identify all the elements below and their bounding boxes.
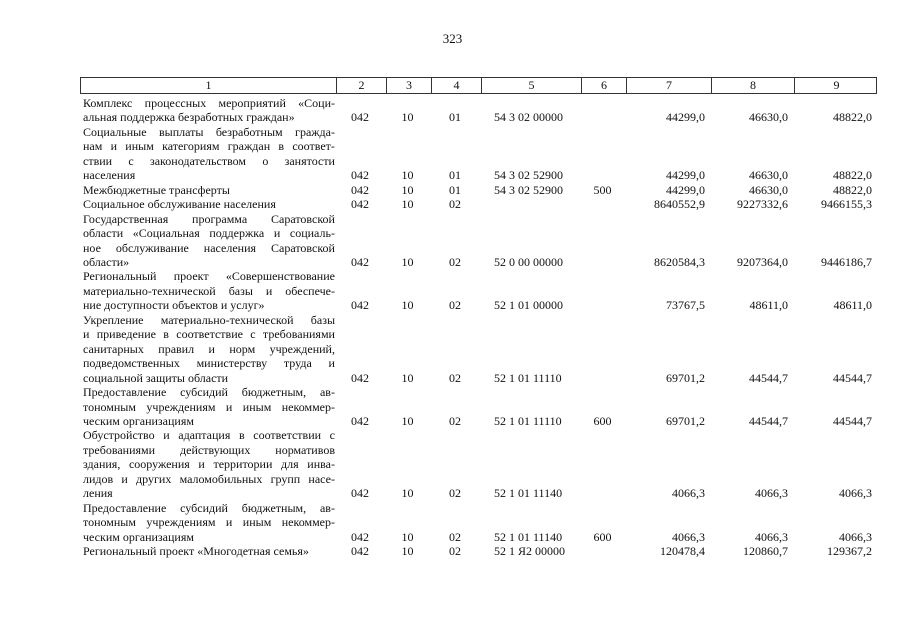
description-line: требованиями действующих нормативов [83, 442, 335, 457]
cell-c7: 44299,0 [666, 168, 705, 183]
table-row [80, 544, 877, 558]
cell-c9: 9446186,7 [821, 254, 872, 269]
description-line: здания, сооружения и территории для инва- [83, 457, 335, 472]
cell-c5: 52 1 01 00000 [494, 298, 563, 313]
row-description [80, 197, 335, 211]
column-header: 2 [336, 78, 386, 93]
description-line: альная поддержка безработных граждан» [83, 110, 295, 125]
table-body [80, 94, 877, 559]
cell-c2: 042 [351, 197, 369, 212]
row-description [80, 385, 335, 428]
cell-c8: 46630,0 [749, 110, 788, 125]
cell-c5: 52 1 Я2 00000 [494, 544, 566, 559]
cell-c7: 120478,4 [660, 544, 705, 559]
cell-c4: 02 [449, 544, 461, 559]
cell-c9: 48611,0 [833, 298, 872, 313]
cell-c8: 44544,7 [749, 413, 788, 428]
cell-c4: 02 [449, 413, 461, 428]
cell-c9: 44544,7 [833, 370, 872, 385]
cell-c3: 10 [401, 486, 414, 501]
cell-c6: 600 [593, 413, 612, 428]
description-line: Социальное обслуживание населения [83, 197, 276, 212]
cell-c2: 042 [351, 370, 369, 385]
description-line: тономным учреждениям и иным некоммер- [83, 399, 335, 414]
cell-c7: 4066,3 [672, 529, 705, 544]
cell-c4: 02 [449, 298, 461, 313]
cell-c3: 10 [401, 110, 414, 125]
cell-c5: 52 1 01 11110 [494, 413, 562, 428]
row-description [80, 212, 335, 270]
cell-c9: 4066,3 [839, 486, 872, 501]
column-header: 3 [386, 78, 431, 93]
cell-c7: 4066,3 [672, 486, 705, 501]
cell-c4: 01 [449, 182, 461, 197]
description-line: ческим организациям [83, 413, 194, 428]
cell-c4: 02 [449, 254, 461, 269]
cell-c2: 042 [351, 182, 369, 197]
cell-c2: 042 [351, 168, 369, 183]
cell-c9: 129367,2 [827, 544, 872, 559]
column-header: 9 [794, 78, 878, 93]
cell-c3: 10 [401, 544, 414, 559]
cell-c9: 48822,0 [833, 182, 872, 197]
cell-c4: 02 [449, 197, 461, 212]
budget-table [80, 77, 877, 559]
cell-c7: 8640552,9 [654, 197, 705, 212]
cell-c3: 10 [401, 529, 414, 544]
table-header-row [80, 77, 877, 94]
description-line: Социальные выплаты безработным гражда- [83, 124, 335, 139]
cell-c2: 042 [351, 298, 369, 313]
cell-c3: 10 [401, 254, 414, 269]
row-description [80, 269, 335, 312]
table-row [80, 125, 877, 183]
row-description [80, 183, 335, 197]
description-line: Комплекс процессных мероприятий «Соци- [83, 96, 335, 110]
row-description [80, 125, 335, 183]
description-line: материально-технической базы и обеспече- [83, 283, 335, 298]
description-line: подведомственных министерству труда и [83, 356, 335, 371]
cell-c7: 44299,0 [666, 182, 705, 197]
cell-c9: 48822,0 [833, 168, 872, 183]
cell-c3: 10 [401, 298, 414, 313]
cell-c2: 042 [351, 110, 369, 125]
cell-c7: 69701,2 [666, 370, 705, 385]
description-line: тономным учреждениям и иным некоммер- [83, 515, 335, 530]
description-line: Региональный проект «Совершенствование [83, 269, 335, 284]
cell-c8: 4066,3 [755, 529, 788, 544]
cell-c7: 44299,0 [666, 110, 705, 125]
description-line: ние доступности объектов и услуг» [83, 298, 265, 313]
description-line: нам и иным категориям граждан в соответ- [83, 139, 335, 154]
table-row [80, 197, 877, 211]
description-line: санитарных правил и норм учреждений, [83, 341, 335, 356]
row-description [80, 96, 335, 125]
cell-c2: 042 [351, 254, 369, 269]
description-line: области «Социальная поддержка и социаль- [83, 226, 335, 241]
row-description [80, 501, 335, 544]
column-header: 6 [581, 78, 626, 93]
cell-c2: 042 [351, 529, 369, 544]
description-line: Предоставление субсидий бюджетным, ав- [83, 500, 335, 515]
description-line: области» [83, 254, 130, 269]
cell-c3: 10 [401, 197, 414, 212]
cell-c9: 44544,7 [833, 413, 872, 428]
page-number: 323 [442, 31, 463, 46]
table-row [80, 501, 877, 544]
cell-c3: 10 [401, 168, 414, 183]
cell-c4: 01 [449, 110, 461, 125]
cell-c9: 9466155,3 [821, 197, 872, 212]
table-row [80, 212, 877, 270]
cell-c7: 8620584,3 [654, 254, 705, 269]
cell-c4: 02 [449, 529, 461, 544]
cell-c3: 10 [401, 370, 414, 385]
cell-c5: 52 0 00 00000 [494, 254, 563, 269]
cell-c9: 48822,0 [833, 110, 872, 125]
description-line: населения [83, 168, 136, 183]
row-description [80, 428, 335, 500]
description-line: Предоставление субсидий бюджетным, ав- [83, 385, 335, 400]
cell-c8: 46630,0 [749, 182, 788, 197]
description-line: Укрепление материально-технической базы [83, 312, 335, 327]
cell-c5: 54 3 02 52900 [494, 182, 563, 197]
row-description [80, 544, 335, 558]
cell-c5: 52 1 01 11140 [494, 529, 563, 544]
column-header: 7 [626, 78, 711, 93]
table-row [80, 313, 877, 385]
cell-c8: 4066,3 [755, 486, 788, 501]
row-description [80, 313, 335, 385]
column-header: 1 [205, 78, 212, 92]
cell-c7: 73767,5 [666, 298, 705, 313]
table-row [80, 269, 877, 312]
column-header: 4 [431, 78, 481, 93]
description-line: Региональный проект «Многодетная семья» [83, 544, 309, 559]
description-line: ствии с законодательством о занятости [83, 153, 335, 168]
cell-c4: 01 [449, 168, 461, 183]
description-line: социальной защиты области [83, 370, 229, 385]
cell-c2: 042 [351, 413, 369, 428]
cell-c6: 600 [593, 529, 612, 544]
table-row [80, 428, 877, 500]
cell-c5: 52 1 01 11140 [494, 486, 563, 501]
table-row [80, 183, 877, 197]
cell-c2: 042 [351, 544, 369, 559]
cell-c8: 120860,7 [743, 544, 788, 559]
description-line: лидов и других маломобильных групп насе- [83, 471, 335, 486]
cell-c3: 10 [401, 182, 414, 197]
cell-c7: 69701,2 [666, 413, 705, 428]
cell-c8: 48611,0 [749, 298, 788, 313]
description-line: и приведение в соответствие с требованиями [83, 327, 335, 342]
description-line: Обустройство и адаптация в соответствии с [83, 428, 335, 443]
cell-c3: 10 [401, 413, 414, 428]
cell-c4: 02 [449, 370, 461, 385]
cell-c5: 54 3 02 00000 [494, 110, 563, 125]
description-line: Межбюджетные трансферты [83, 182, 230, 197]
cell-c8: 44544,7 [749, 370, 788, 385]
table-row [80, 96, 877, 125]
cell-c4: 02 [449, 486, 461, 501]
cell-c5: 54 3 02 52900 [494, 168, 563, 183]
description-line: ное обслуживание населения Саратовской [83, 240, 335, 255]
description-line: ческим организациям [83, 529, 194, 544]
cell-c8: 46630,0 [749, 168, 788, 183]
cell-c9: 4066,3 [839, 529, 872, 544]
table-row [80, 385, 877, 428]
column-header: 5 [481, 78, 581, 93]
cell-c2: 042 [351, 486, 369, 501]
cell-c8: 9227332,6 [737, 197, 788, 212]
description-line: Государственная программа Саратовской [83, 211, 335, 226]
cell-c8: 9207364,0 [737, 254, 788, 269]
description-line: ления [83, 486, 113, 501]
column-header: 8 [711, 78, 794, 93]
cell-c6: 500 [593, 182, 612, 197]
cell-c5: 52 1 01 11110 [494, 370, 562, 385]
